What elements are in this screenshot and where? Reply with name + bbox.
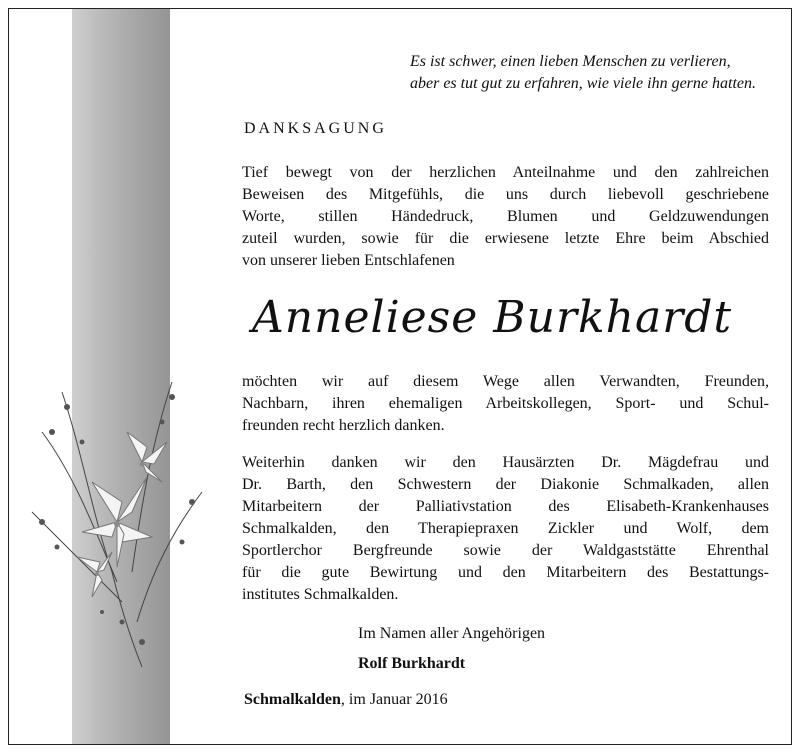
paragraph-line: Mitarbeitern der Palliativstation des Elisabeth-Krankenhauses xyxy=(242,498,769,515)
paragraph-line: für die gute Bewirtung und den Mitarbeitern des Bestattungs- xyxy=(242,564,769,581)
signature-name: Rolf Burkhardt xyxy=(358,655,466,672)
place-date: , im Januar 2016 xyxy=(340,691,448,708)
paragraph-line: Schmalkalden, den Therapiepraxen Zickler und Wolf, dem xyxy=(242,520,769,537)
paragraph-line: Sportlerchor Bergfreunde sowie der Waldgaststätte Ehrenthal xyxy=(242,542,769,559)
paragraph-line: Tief bewegt von der herzlichen Anteilnahme und den zahlreichen xyxy=(242,164,769,181)
lily-bouquet-image xyxy=(22,372,222,672)
signature-intro: Im Namen aller Angehörigen xyxy=(358,625,546,642)
paragraph-line: zuteil wurden, sowie für die erwiesene letzte Ehre beim Abschied xyxy=(242,230,769,247)
thanks-paragraph-1 xyxy=(242,162,769,272)
place-city: Schmalkalden xyxy=(244,691,341,708)
paragraph-line: institutes Schmalkalden. xyxy=(242,586,399,603)
deceased-name: Anneliese Burkhardt xyxy=(252,292,733,343)
paragraph-line: von unserer lieben Entschlafenen xyxy=(242,252,455,269)
paragraph-line: Weiterhin danken wir den Hausärzten Dr. Mägdefrau und xyxy=(242,454,769,471)
paragraph-line: Worte, stillen Händedruck, Blumen und Geldzuwendungen xyxy=(242,208,769,225)
paragraph-line: freunden recht herzlich danken. xyxy=(242,417,445,434)
memorial-quote xyxy=(410,51,756,95)
paragraph-line: Dr. Barth, den Schwestern der Diakonie Schmalkaden, allen xyxy=(242,476,769,493)
place-and-date xyxy=(244,691,448,709)
paragraph-line: Beweisen des Mitgefühls, die uns durch liebevoll geschriebene xyxy=(242,186,769,203)
paragraph-line: Nachbarn, ihren ehemaligen Arbeitskollegen, Sport- und Schul- xyxy=(242,395,769,412)
quote-line-2: aber es tut gut zu erfahren, wie viele ihn gerne hatten. xyxy=(409,75,756,92)
thanks-paragraph-3 xyxy=(242,452,769,606)
thanks-paragraph-2 xyxy=(242,371,769,437)
paragraph-line: möchten wir auf diesem Wege allen Verwandten, Freunden, xyxy=(242,373,769,390)
notice-heading: DANKSAGUNG xyxy=(244,120,387,137)
quote-line-1: Es ist schwer, einen lieben Menschen zu verlieren, xyxy=(409,53,731,70)
